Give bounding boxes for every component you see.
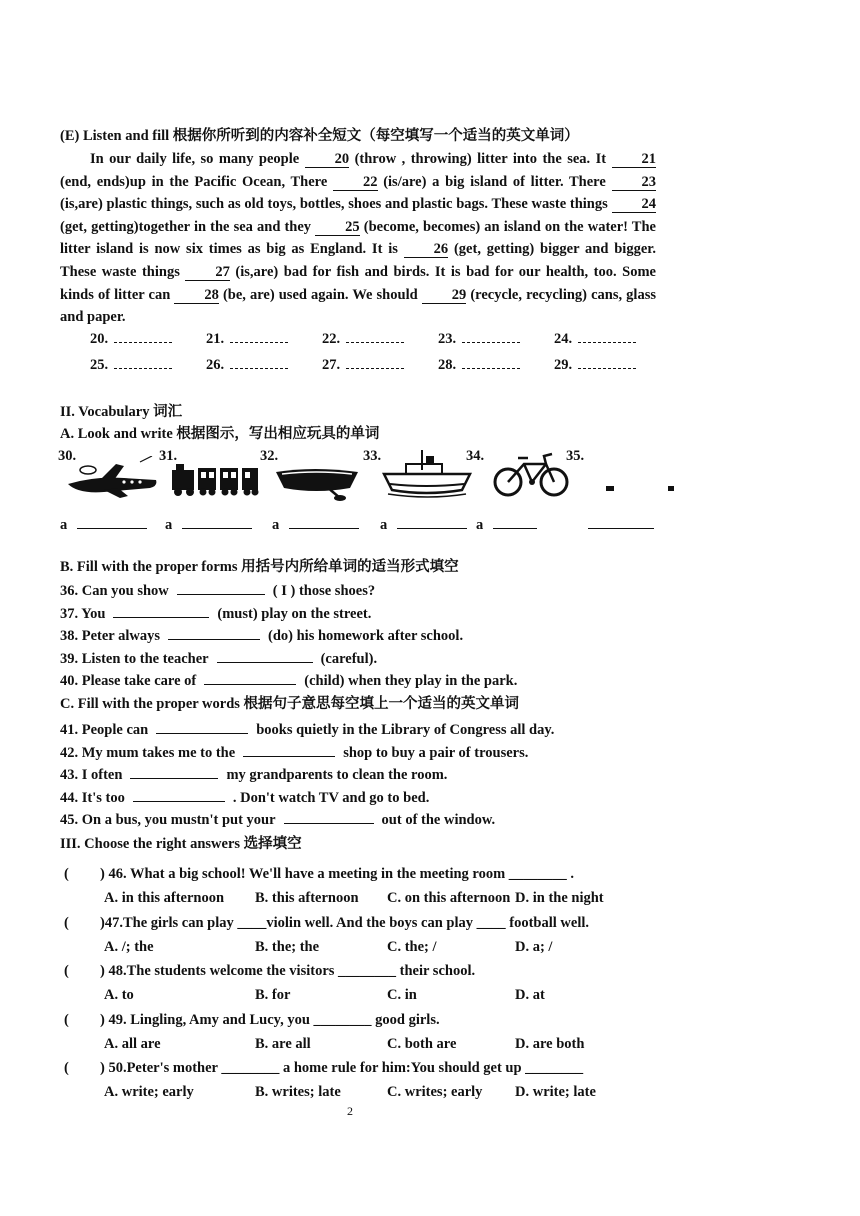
answer-slot	[554, 331, 636, 348]
answer-number: 25.	[90, 357, 109, 373]
passage-blank: 25	[315, 220, 360, 236]
passage-text: (end, ends)up in the Pacific Ocean, There	[60, 173, 333, 190]
fill-item-prefix: 38. Peter always	[60, 628, 160, 645]
answer-blank	[230, 368, 288, 369]
fill-item-suffix: books quietly in the Library of Congress all day.	[256, 722, 555, 738]
mc-option: D. at	[515, 987, 545, 1003]
mc-option: A. all are	[104, 1035, 161, 1052]
fill-item-suffix: . Don't watch TV and go to bed.	[232, 789, 430, 806]
answer-number: 29.	[554, 357, 573, 373]
page-number: 2	[347, 1104, 353, 1118]
toy-number: 32.	[260, 448, 279, 464]
fill-blank	[113, 617, 209, 618]
answer-blank	[462, 368, 520, 369]
bicycle-icon	[490, 450, 576, 498]
fill-item-prefix: 44. It's too	[60, 789, 125, 806]
mc-option: C. the; /	[387, 938, 437, 955]
mc-option: A. to	[104, 987, 134, 1003]
answer-slot	[322, 357, 404, 374]
answer-paren: (	[64, 866, 69, 882]
section-b-heading: B. Fill with the proper forms 用括号内所给单词的适当形式填空	[60, 559, 459, 575]
section-iii-heading: III. Choose the right answers 选择填空	[60, 836, 302, 852]
passage-blank: 24	[612, 197, 657, 213]
passage-text: (be, are) used again. We should	[218, 286, 422, 303]
answer-line-33	[380, 517, 467, 534]
answer-number: 26.	[206, 357, 225, 373]
answer-slot	[206, 357, 288, 374]
section-e-heading: (E) Listen and fill 根据你所听到的内容补全短文（每空填写一个适当的英文单词）	[60, 128, 579, 144]
passage-blank: 29	[422, 288, 467, 304]
fill-item-suffix: ( I ) those shoes?	[272, 583, 376, 599]
answer-number: 28.	[438, 357, 457, 373]
fill-blank	[284, 823, 374, 824]
toy-number: 33.	[363, 448, 382, 464]
passage-text: (get, getting) bigger and bigger. These waste things	[60, 241, 656, 280]
answer-blank	[346, 368, 404, 369]
fill-blank	[130, 778, 218, 779]
mc-option: B. the; the	[255, 938, 320, 955]
mc-option: C. both are	[387, 1035, 457, 1052]
toy-pictures	[58, 448, 678, 508]
fill-item-prefix: 39. Listen to the teacher	[60, 650, 209, 667]
mc-option: B. writes; late	[255, 1084, 341, 1100]
passage-blank: 21	[612, 152, 657, 168]
answer-slot	[438, 357, 520, 374]
question-text: ) 49. Lingling, Amy and Lucy, you ________ good girls.	[100, 1011, 440, 1028]
fill-item-prefix: 40. Please take care of	[60, 673, 197, 690]
fill-item-suffix: out of the window.	[381, 812, 496, 829]
mc-option: C. writes; early	[387, 1084, 483, 1100]
answer-slot	[554, 357, 636, 374]
answer-blank	[462, 342, 520, 343]
fill-blank	[217, 662, 313, 663]
passage-blank: 26	[404, 242, 449, 258]
fill-item	[60, 811, 495, 829]
answer-number: 20.	[90, 331, 109, 347]
mc-question	[64, 1011, 440, 1029]
passage-blank: 22	[333, 175, 378, 191]
answer-paren: (	[64, 1011, 69, 1028]
section-ii-a-heading: A. Look and write 根据图示，写出相应玩具的单词	[60, 426, 380, 442]
mc-option: D. in the night	[515, 890, 604, 906]
passage-blank: 20	[305, 152, 350, 168]
fill-item-prefix: 41. People can	[60, 722, 149, 738]
plane-icon	[64, 456, 160, 500]
mc-question	[64, 865, 574, 883]
passage-blank: 27	[185, 265, 230, 281]
boat-icon	[274, 462, 360, 502]
answer-number: 24.	[554, 331, 573, 347]
article-label: a	[60, 517, 68, 533]
mc-option: C. on this afternoon	[387, 890, 511, 906]
article-label: a	[165, 517, 173, 533]
fill-item	[60, 627, 463, 645]
passage-blank: 23	[612, 175, 657, 191]
passage-text: In our daily life, so many people	[90, 151, 305, 167]
mc-option: B. for	[255, 987, 291, 1003]
mc-question	[64, 914, 589, 932]
answer-paren: (	[64, 1060, 69, 1076]
mc-question	[64, 962, 475, 980]
fill-item	[60, 766, 447, 784]
fill-blank	[243, 756, 335, 757]
answer-line-31	[165, 517, 252, 534]
answer-blank	[114, 342, 172, 343]
question-text: ) 48.The students welcome the visitors ________ their school.	[100, 963, 476, 979]
answer-blank	[230, 342, 288, 343]
section-ii-heading: II. Vocabulary 词汇	[60, 404, 183, 420]
fill-item-prefix: 45. On a bus, you mustn't put your	[60, 812, 276, 829]
answer-number: 22.	[322, 331, 341, 347]
fill-item	[60, 605, 371, 623]
section-c-heading: C. Fill with the proper words 根据句子意思每空填上一个适当的英文单词	[60, 696, 520, 712]
mc-option: A. in this afternoon	[104, 890, 225, 906]
fill-blank	[177, 594, 265, 595]
passage-text: (is,are) plastic things, such as old toys, bottles, shoes and plastic bags. These waste things	[60, 196, 612, 213]
passage-text: (recycle, recycling) cans, glass and paper.	[60, 286, 656, 326]
toy-number: 34.	[466, 448, 485, 464]
fill-item-suffix: (child) when they play in the park.	[304, 673, 518, 690]
mc-option: D. are both	[515, 1035, 585, 1052]
article-label: a	[272, 517, 280, 533]
fill-item-prefix: 37. You	[60, 605, 106, 622]
answer-slot	[322, 331, 404, 348]
mc-option: C. in	[387, 987, 417, 1003]
mc-option: B. this afternoon	[255, 890, 359, 906]
fill-item	[60, 744, 528, 762]
article-label: a	[476, 517, 484, 533]
question-text: ) 50.Peter's mother ________ a home rule for him:You should get up ________	[100, 1060, 584, 1076]
fill-item-suffix: shop to buy a pair of trousers.	[343, 744, 529, 761]
answer-slot	[438, 331, 520, 348]
answer-line-34	[476, 517, 537, 534]
answer-paren: (	[64, 914, 69, 931]
mc-option: A. write; early	[104, 1084, 194, 1100]
train-icon	[170, 460, 260, 498]
passage-text: (throw , throwing) litter into the sea. It	[349, 151, 612, 167]
toy-number: 30.	[58, 448, 77, 464]
answer-slot	[206, 331, 288, 348]
answer-slot	[90, 331, 172, 348]
toy-number: 31.	[159, 448, 178, 464]
answer-blank	[578, 368, 636, 369]
fill-item-prefix: 36. Can you show	[60, 583, 169, 599]
fill-item	[60, 650, 377, 668]
question-text: ) 46. What a big school! We'll have a meeting in the meeting room ________ .	[100, 866, 575, 882]
fill-item-suffix: (do) his homework after school.	[268, 628, 464, 645]
article-label: a	[380, 517, 388, 533]
answer-blank	[346, 342, 404, 343]
mc-question	[64, 1059, 583, 1077]
answer-line-32	[272, 517, 359, 534]
answer-number: 23.	[438, 331, 457, 347]
passage-text: (is/are) a big island of litter. There	[377, 173, 612, 190]
answer-number: 27.	[322, 357, 341, 373]
passage-text: (get, getting)together in the sea and they	[60, 218, 316, 235]
mc-option: D. a; /	[515, 938, 553, 955]
toy-number: 35.	[566, 448, 585, 464]
fill-item	[60, 672, 517, 690]
answer-line-30	[60, 517, 147, 534]
question-text: )47.The girls can play ____violin well. And the boys can play ____ football well.	[100, 914, 590, 931]
passage-text: (become, becomes) an island on the water! The litter island is now six times as big as England. It is	[60, 218, 656, 258]
fill-item-suffix: my grandparents to clean the room.	[226, 767, 448, 784]
passage	[60, 148, 656, 329]
fill-item-prefix: 42. My mum takes me to the	[60, 744, 236, 761]
answer-blank	[578, 342, 636, 343]
fill-blank	[204, 684, 296, 685]
fill-item	[60, 721, 554, 739]
smudge-mark	[668, 486, 674, 491]
ship-icon	[382, 448, 472, 500]
answer-slot	[90, 357, 172, 374]
fill-item	[60, 582, 375, 600]
fill-blank	[133, 801, 225, 802]
fill-blank	[168, 639, 260, 640]
answer-blank	[114, 368, 172, 369]
answer-line-35	[588, 517, 654, 534]
answer-number: 21.	[206, 331, 225, 347]
fill-blank	[156, 733, 248, 734]
mc-option: A. /; the	[104, 938, 154, 955]
smudge-mark	[606, 486, 614, 491]
fill-item-suffix: (must) play on the street.	[217, 605, 372, 622]
fill-item-prefix: 43. I often	[60, 767, 123, 784]
mc-option: B. are all	[255, 1035, 311, 1052]
fill-item	[60, 789, 429, 807]
mc-option: D. write; late	[515, 1084, 596, 1100]
fill-item-suffix: (careful).	[320, 650, 378, 667]
passage-text: (is,are) bad for fish and birds. It is bad for our health, too. Some kinds of litter can	[60, 263, 656, 303]
answer-paren: (	[64, 963, 69, 979]
passage-blank: 28	[174, 288, 219, 304]
